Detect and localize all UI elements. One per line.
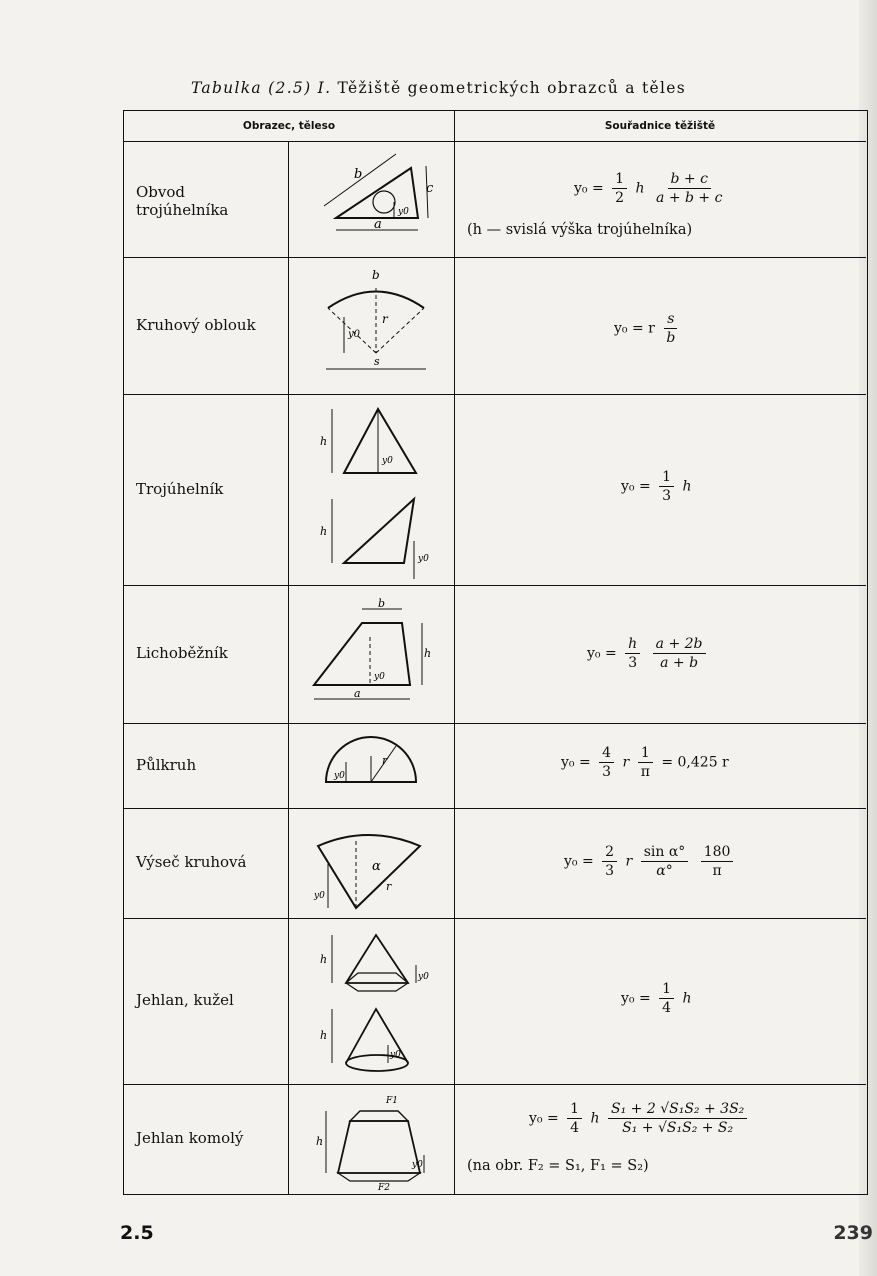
formula-oblouk	[614, 311, 682, 346]
formula-vysec	[564, 844, 737, 879]
fig-label: y0	[398, 207, 409, 217]
fig-label: y0	[412, 1160, 423, 1170]
formula-obvod	[574, 171, 729, 206]
row-label-lichobeznik: Lichoběžník	[136, 644, 228, 662]
row-divider	[124, 1084, 866, 1085]
fig-label: y0	[334, 771, 345, 781]
fig-label: h	[320, 435, 328, 448]
fig-label: c	[426, 181, 434, 196]
fig-label: h	[316, 1135, 324, 1148]
column-divider-figure	[288, 141, 289, 1194]
frac-den: π	[640, 764, 650, 780]
fig-label: r	[386, 880, 392, 893]
formula-var: h	[635, 180, 645, 197]
row-divider	[124, 585, 866, 586]
row-label-trojuhelnik: Trojúhelník	[136, 480, 224, 498]
fig-label: y0	[382, 456, 393, 466]
formula-lhs: y₀ =	[561, 754, 591, 771]
frac-den: a + b + c	[656, 190, 723, 206]
formula-komoly	[529, 1101, 751, 1136]
frac-den: 4	[662, 1000, 672, 1016]
fig-label: F1	[386, 1096, 398, 1106]
note-obvod: (h — svislá výška trojúhelníka)	[467, 222, 693, 238]
figure-trapezoid	[310, 597, 440, 709]
fig-label: s	[374, 355, 380, 368]
centroid-table	[123, 110, 868, 1195]
row-divider	[124, 394, 866, 395]
frac-num: 1	[567, 1101, 582, 1119]
label-line: trojúhelníka	[136, 201, 229, 219]
figure-circular-sector	[312, 826, 436, 914]
caption-title: Těžiště geometrických obrazců a těles	[337, 79, 686, 97]
formula-var: h	[682, 990, 692, 1007]
formula-lhs: y₀ = r	[614, 320, 655, 337]
row-divider	[124, 257, 866, 258]
frac-den: a + b	[660, 655, 699, 671]
frac-num: b + c	[668, 171, 711, 189]
formula-lhs: y₀ =	[529, 1110, 559, 1127]
frac-num: h	[625, 636, 640, 654]
row-label-jehlan: Jehlan, kužel	[136, 991, 234, 1009]
formula-lhs: y₀ =	[587, 645, 617, 662]
formula-jehlan	[621, 981, 692, 1016]
frac-den: π	[712, 863, 722, 879]
section-number: 2.5	[120, 1222, 154, 1244]
column-divider-main	[454, 111, 455, 1194]
note-komoly: (na obr. F₂ = S₁, F₁ = S₂)	[467, 1158, 649, 1174]
formula-var: h	[590, 1110, 600, 1127]
table-caption	[0, 79, 877, 97]
fig-label: a	[354, 687, 361, 700]
row-divider	[124, 808, 866, 809]
fig-label: a	[374, 217, 382, 232]
figure-triangle-perimeter	[316, 148, 436, 238]
formula-tail: = 0,425 r	[661, 754, 729, 771]
figure-pyramid-cone	[316, 925, 436, 1075]
frac-num: s	[664, 311, 677, 329]
fig-label: r	[382, 312, 388, 326]
frac-den: 3	[628, 655, 638, 671]
fig-label: F2	[378, 1183, 390, 1191]
frac-num: S₁ + 2 √S₁S₂ + 3S₂	[608, 1101, 747, 1119]
formula-lhs: y₀ =	[564, 853, 594, 870]
frac-num: 2	[602, 844, 617, 862]
row-divider	[124, 141, 866, 142]
row-label-obvod	[136, 183, 228, 219]
formula-lhs: y₀ =	[621, 990, 651, 1007]
frac-num: sin α°	[641, 844, 689, 862]
row-label-oblouk: Kruhový oblouk	[136, 316, 256, 334]
frac-num: 4	[599, 745, 614, 763]
fig-label: y0	[348, 329, 361, 340]
fig-label: h	[424, 647, 432, 660]
frac-num: 1	[659, 981, 674, 999]
formula-pulkruh	[561, 745, 729, 780]
formula-lhs: y₀ =	[574, 180, 604, 197]
frac-den: 3	[602, 764, 612, 780]
frac-num: 1	[659, 469, 674, 487]
row-label-komoly: Jehlan komolý	[136, 1129, 244, 1147]
fig-label: b	[378, 597, 386, 610]
row-divider	[124, 723, 866, 724]
fig-label: y0	[418, 554, 429, 564]
frac-den: b	[666, 330, 676, 346]
fig-label: y0	[374, 672, 385, 682]
caption-prefix: Tabulka (2.5) I.	[190, 79, 332, 97]
fig-label: y0	[390, 1050, 401, 1060]
row-label-pulkruh: Půlkruh	[136, 756, 197, 774]
fig-label: h	[320, 1029, 328, 1042]
frac-den: 2	[615, 190, 625, 206]
fig-label: α	[372, 859, 381, 874]
figure-circular-arc	[316, 263, 436, 375]
figure-semicircle	[316, 728, 436, 794]
fig-label: b	[372, 268, 380, 282]
fig-label: b	[354, 167, 363, 182]
formula-lhs: y₀ =	[621, 478, 651, 495]
row-label-vysec: Výseč kruhová	[136, 853, 247, 871]
frac-den: 4	[570, 1120, 580, 1136]
formula-var: r	[622, 754, 630, 771]
formula-lichobeznik	[587, 636, 710, 671]
page-number: 239	[833, 1222, 873, 1244]
frac-den: S₁ + √S₁S₂ + S₂	[622, 1120, 734, 1136]
frac-num: 1	[612, 171, 627, 189]
formula-var: h	[682, 478, 692, 495]
header-shape: Obrazec, těleso	[242, 120, 336, 132]
fig-label: h	[320, 953, 328, 966]
frac-den: 3	[662, 488, 672, 504]
figure-frustum	[316, 1091, 436, 1191]
label-line: Obvod	[136, 183, 186, 201]
frac-num: 180	[701, 844, 734, 862]
fig-label: y0	[314, 891, 325, 901]
fig-label: h	[320, 525, 328, 538]
fig-label: y0	[418, 972, 429, 982]
fig-label: r	[382, 754, 388, 767]
frac-den: α°	[656, 863, 673, 879]
frac-num: a + 2b	[653, 636, 706, 654]
row-divider	[124, 918, 866, 919]
frac-den: 3	[605, 863, 615, 879]
header-coords: Souřadnice těžiště	[604, 120, 716, 132]
figure-triangle	[316, 401, 436, 581]
formula-var: r	[625, 853, 633, 870]
frac-num: 1	[638, 745, 653, 763]
formula-trojuhelnik	[621, 469, 692, 504]
